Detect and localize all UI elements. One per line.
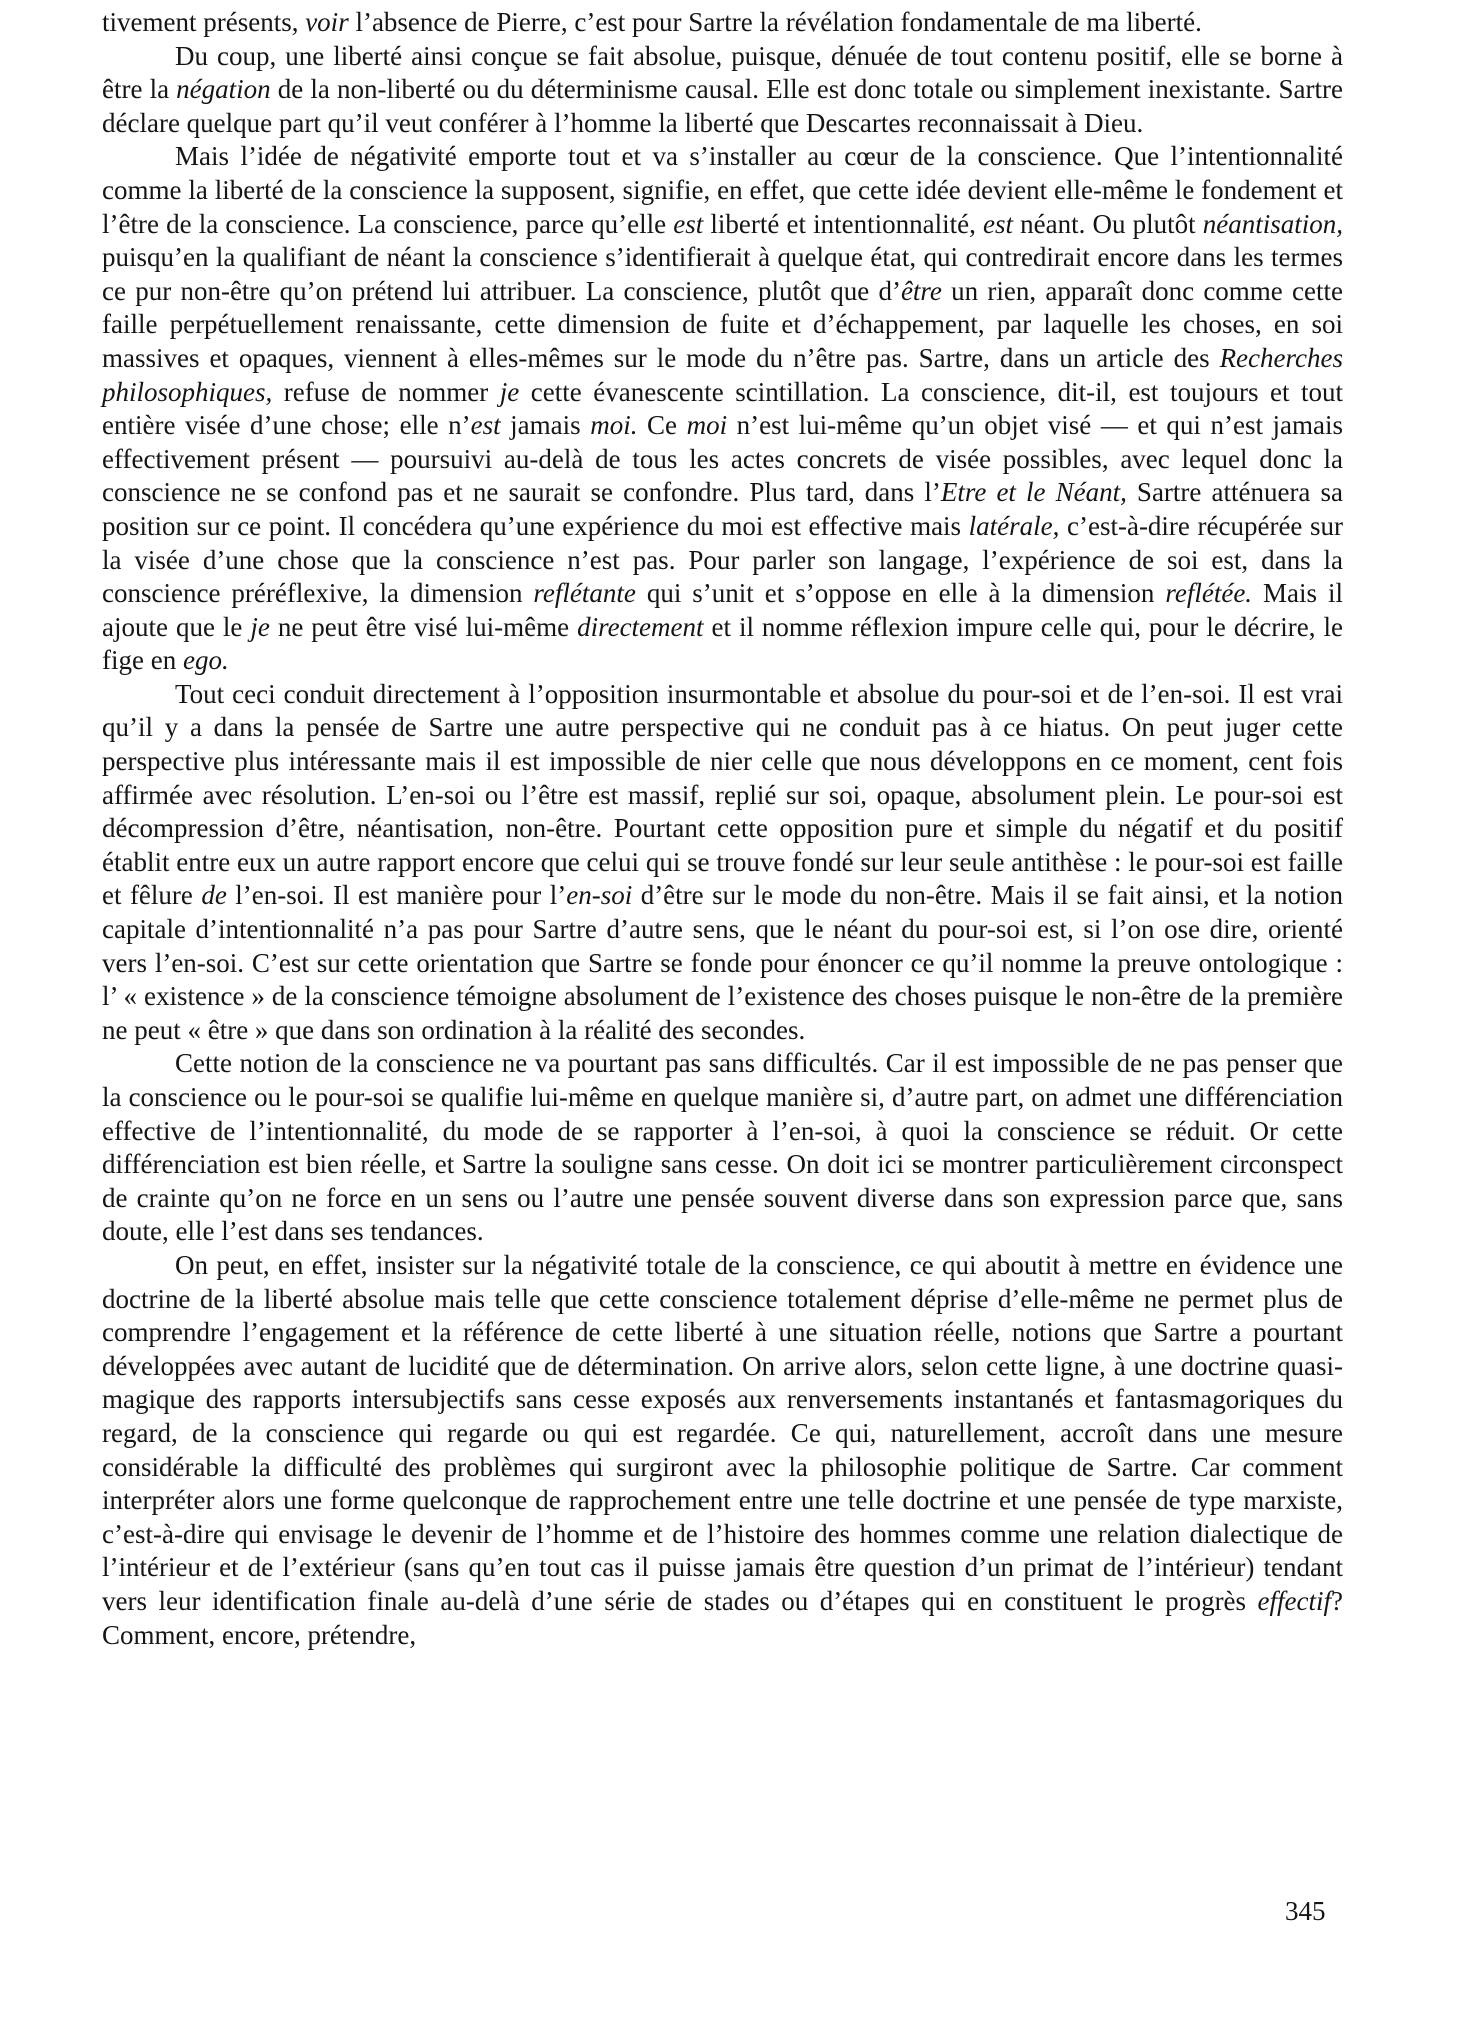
text-segment: puisqu’en la qualifiant de néant la conscience s’identifierait à quelque état, qui contredirait encore dans les termes ce pur non-être qu’on prétend lui attribuer. La conscience, plutôt que d’ (102, 242, 1343, 306)
italic-text-segment: voir (305, 7, 349, 37)
text-segment: néant. Ou plutôt (1012, 208, 1203, 239)
italic-text-segment: je (499, 376, 520, 407)
text-segment: c’est-à-dire récupérée sur la visée d’une chose que la conscience n’est pas. Pour parler son langage, l’expérience de soi est, dans la conscience préréflexive, la dimension (102, 510, 1343, 609)
text-segment: liberté et intentionnalité, (703, 208, 983, 239)
italic-text-segment: moi. (590, 410, 638, 441)
italic-text-segment: effectif (1257, 1585, 1332, 1616)
italic-text-segment: est (982, 208, 1013, 239)
paragraph-4 (102, 678, 1343, 1048)
text-segment: Mais l’idée de négativité emporte tout et va s’installer au cœur de la conscience. Que l’intentionnalité comme la liberté de la conscience la supposent, signifie, en effet, que cette idée devient elle-même le fondement et l’être de la conscience. La conscience, parce qu’elle (102, 141, 1343, 239)
italic-text-segment: négation (176, 74, 271, 105)
italic-text-segment: reflétante (533, 578, 636, 609)
text-segment: ne peut être visé lui-même (269, 611, 578, 642)
italic-text-segment: directement (577, 611, 704, 642)
italic-text-segment: je (250, 611, 270, 642)
italic-text-segment: ego. (182, 645, 229, 676)
text-segment: Tout ceci conduit directement à l’opposition insurmontable et absolue du pour-soi et de l’en-soi. Il est vrai qu’il y a dans la pensée de Sartre une autre perspective qui ne conduit pas à ce hiatus. On peut juger cette perspective plus intéressante mais il est impossible de nier celle que nous développons en ce moment, cent fois affirmée avec résolution. L’en-soi ou l’être est massif, replié sur soi, opaque, absolument plein. Le pour-soi est décompression d’être, néantisation, non-être. Pourtant cette opposition pure et simple du négatif et du positif établit entre eux un autre rapport encore que celui qui se trouve fondé sur leur seule antithèse : le pour-soi est faille et fêlure (102, 678, 1343, 911)
text-segment: d’être sur le mode du non-être. Mais il se fait ainsi, et la notion capitale d’intentionnalité n’a pas pour Sartre d’autre sens, que le néant du pour-soi est, si l’on ose dire, orienté vers l’en-soi. C’est sur cette orientation que Sartre se fonde pour énoncer ce qu’il nomme la preuve ontologique : l’ « existence » de la conscience témoigne absolument de l’existence des choses puisque le non-être de la première ne peut « être » que dans son ordination à la réalité des secondes. (102, 880, 1343, 1045)
italic-text-segment: de (201, 880, 227, 911)
text-segment: l’en-soi. Il est manière pour l’ (226, 880, 567, 911)
text-segment: l’absence de Pierre, c’est pour Sartre la révélation fondamentale de ma liberté. (348, 7, 1202, 37)
italic-text-segment: être (900, 275, 942, 306)
text-segment: tivement présents, (102, 7, 306, 37)
paragraph-1 (102, 6, 1343, 40)
text-segment: Ce (637, 410, 687, 441)
book-page-text (102, 6, 1343, 1652)
text-segment: de la non-liberté ou du déterminisme causal. Elle est donc totale ou simplement inexistante. Sartre déclare quelque part qu’il veut conférer à l’homme la liberté que Descartes reconnaissait à Dieu. (102, 74, 1343, 138)
italic-text-segment: est (470, 410, 501, 441)
italic-text-segment: latérale, (968, 510, 1060, 541)
italic-text-segment: Etre et le Néant, (940, 477, 1127, 508)
text-segment: On peut, en effet, insister sur la négativité totale de la conscience, ce qui aboutit à mettre en évidence une doctrine de la liberté absolue mais telle que cette conscience totalement déprise d’elle-même ne permet plus de comprendre l’engagement et la référence de cette liberté à une situation réelle, notions que Sartre a pourtant développées avec autant de lucidité que de détermination. On arrive alors, selon cette ligne, à une doctrine quasi-magique des rapports intersubjectifs sans cesse exposés aux renversements instantanés et fantasmagoriques du regard, de la conscience qui regarde ou qui est regardée. Ce qui, naturellement, accroît dans une mesure considérable la difficulté des problèmes qui surgiront avec la philosophie politique de Sartre. Car comment interpréter alors une forme quelconque de rapprochement entre une telle doctrine et une pensée de type marxiste, c’est-à-dire qui envisage le devenir de l’homme et de l’histoire des hommes comme une relation dialectique de l’intérieur et de l’extérieur (sans qu’en tout cas il puisse jamais être question d’un primat de l’intérieur) tendant vers leur identification finale au-delà d’une série de stades ou d’étapes qui en constituent le progrès (102, 1249, 1343, 1616)
italic-text-segment: moi (686, 410, 728, 441)
paragraph-3 (102, 140, 1343, 678)
italic-text-segment: Recherches philosophiques, (102, 342, 1343, 407)
italic-text-segment: en-soi (566, 880, 633, 911)
text-segment: Cette notion de la conscience ne va pourtant pas sans difficultés. Car il est impossible de ne pas penser que la conscience ou le pour-soi se qualifie lui-même en quelque manière si, d’autre part, on admet une différenciation effective de l’intentionnalité, du mode de se rapporter à l’en-soi, à quoi la conscience se réduit. Or cette différenciation est bien réelle, et Sartre la souligne sans cesse. On doit ici se montrer particulièrement circonspect de crainte qu’on ne force en un sens ou l’autre une pensée souvent diverse dans son expression parce que, sans doute, elle l’est dans ses tendances. (102, 1048, 1343, 1247)
text-segment: jamais (500, 410, 591, 441)
paragraph-5 (102, 1047, 1343, 1249)
text-segment: cette évanescente scintillation. La conscience, dit-il, est toujours et tout entière visée d’une chose; elle n’ (102, 376, 1343, 441)
page-number: 345 (1285, 1896, 1326, 1926)
text-segment: Mais il ajoute que le (102, 578, 1343, 642)
italic-text-segment: néantisation, (1202, 208, 1343, 239)
paragraph-2 (102, 40, 1343, 141)
text-segment: Sartre atténuera sa position sur ce point. Il concédera qu’une expérience du moi est effective mais (102, 477, 1343, 541)
paragraph-6 (102, 1249, 1343, 1652)
text-segment: un rien, apparaît donc comme cette faille perpétuellement renaissante, cette dimension de fuite et d’échappement, par laquelle les choses, en soi massives et opaques, viennent à elles-mêmes sur le mode du n’être pas. Sartre, dans un article des (102, 275, 1343, 373)
italic-text-segment: reflétée. (1165, 578, 1253, 609)
text-segment: Du coup, une liberté ainsi conçue se fait absolue, puisque, dénuée de tout contenu positif, elle se borne à être la (102, 40, 1343, 105)
italic-text-segment: est (673, 208, 704, 239)
text-segment: refuse de nommer (272, 376, 500, 407)
text-segment: qui s’unit et s’oppose en elle à la dimension (635, 578, 1166, 609)
text-segment: et il nomme réflexion impure celle qui, pour le décrire, le fige en (102, 611, 1343, 676)
text-segment: n’est lui-même qu’un objet visé — et qui n’est jamais effectivement présent — poursuivi au-delà de tous les actes concrets de visée possibles, avec lequel donc la conscience ne se confond pas et ne saurait se confondre. Plus tard, dans l’ (102, 410, 1343, 508)
text-segment: ? Comment, encore, prétendre, (102, 1585, 1343, 1650)
